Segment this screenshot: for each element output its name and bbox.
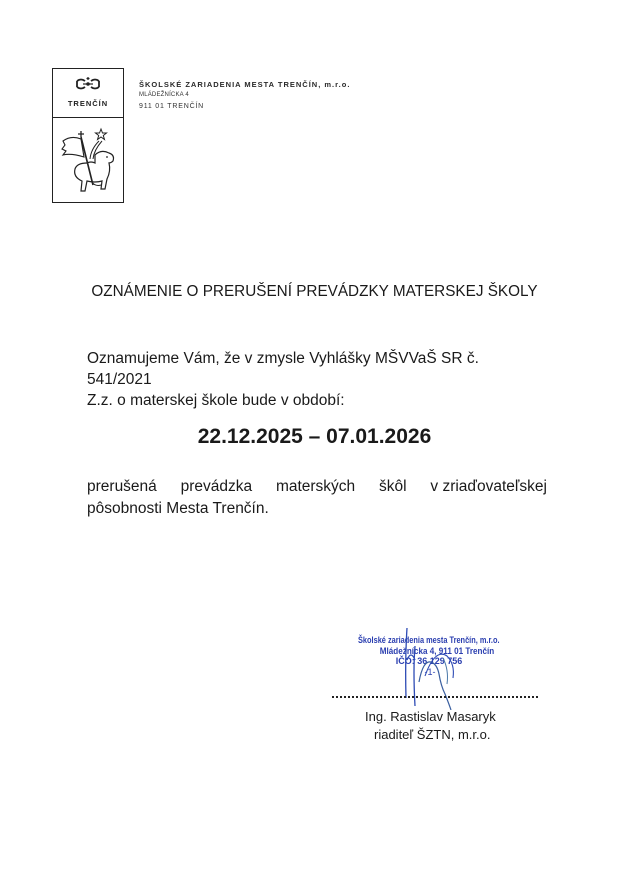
- closing-word: v zriaďovateľskej: [430, 478, 547, 495]
- closing-word: prevádzka: [180, 478, 253, 495]
- stamp-line-3: IČO: 36 129 756: [395, 656, 463, 666]
- organization-city: 911 01 TRENČÍN: [139, 103, 205, 110]
- logo-header: [53, 69, 123, 118]
- document-title: OZNÁMENIE O PRERUŠENÍ PREVÁDZKY MATERSKEJ ŠKOLY: [91, 283, 538, 300]
- organization-name: ŠKOLSKÉ ZARIADENIA MESTA TRENČÍN, m.r.o.: [139, 80, 351, 89]
- lamb-with-banner-crest-icon: [57, 123, 119, 197]
- stamp-line-4: -1-: [424, 666, 436, 677]
- signature-line: [332, 696, 538, 698]
- logo-city-label: TRENČÍN: [67, 99, 109, 108]
- intro-line-1: Oznamujeme Vám, že v zmysle Vyhlášky MŠVVaŠ SR č. 541/2021: [87, 350, 479, 388]
- trencin-mark-icon: [75, 77, 101, 91]
- stamp-line-2: Mládežnícka 4, 911 01 Trenčín: [379, 645, 495, 656]
- closing-paragraph: [87, 476, 547, 520]
- stamp-line-1: Školské zariadenia mesta Trenčín, m.r.o.: [358, 635, 500, 645]
- intro-paragraph: [87, 348, 547, 411]
- signer-title: riaditeľ ŠZTN, m.r.o.: [374, 727, 491, 742]
- intro-line-2: Z.z. o materskej škole bude v období:: [87, 392, 345, 409]
- city-logo: [52, 68, 124, 203]
- closing-line-1: [87, 476, 547, 498]
- closure-date-range: 22.12.2025 – 07.01.2026: [197, 425, 432, 448]
- organization-street: MLÁDEŽNÍCKA 4: [139, 92, 189, 98]
- closing-word: prerušená: [87, 478, 157, 495]
- signer-name: Ing. Rastislav Masaryk: [365, 709, 496, 724]
- closing-word: materských: [275, 478, 356, 495]
- closing-line-2: pôsobnosti Mesta Trenčín.: [87, 500, 269, 517]
- closing-word: škôl: [379, 478, 407, 495]
